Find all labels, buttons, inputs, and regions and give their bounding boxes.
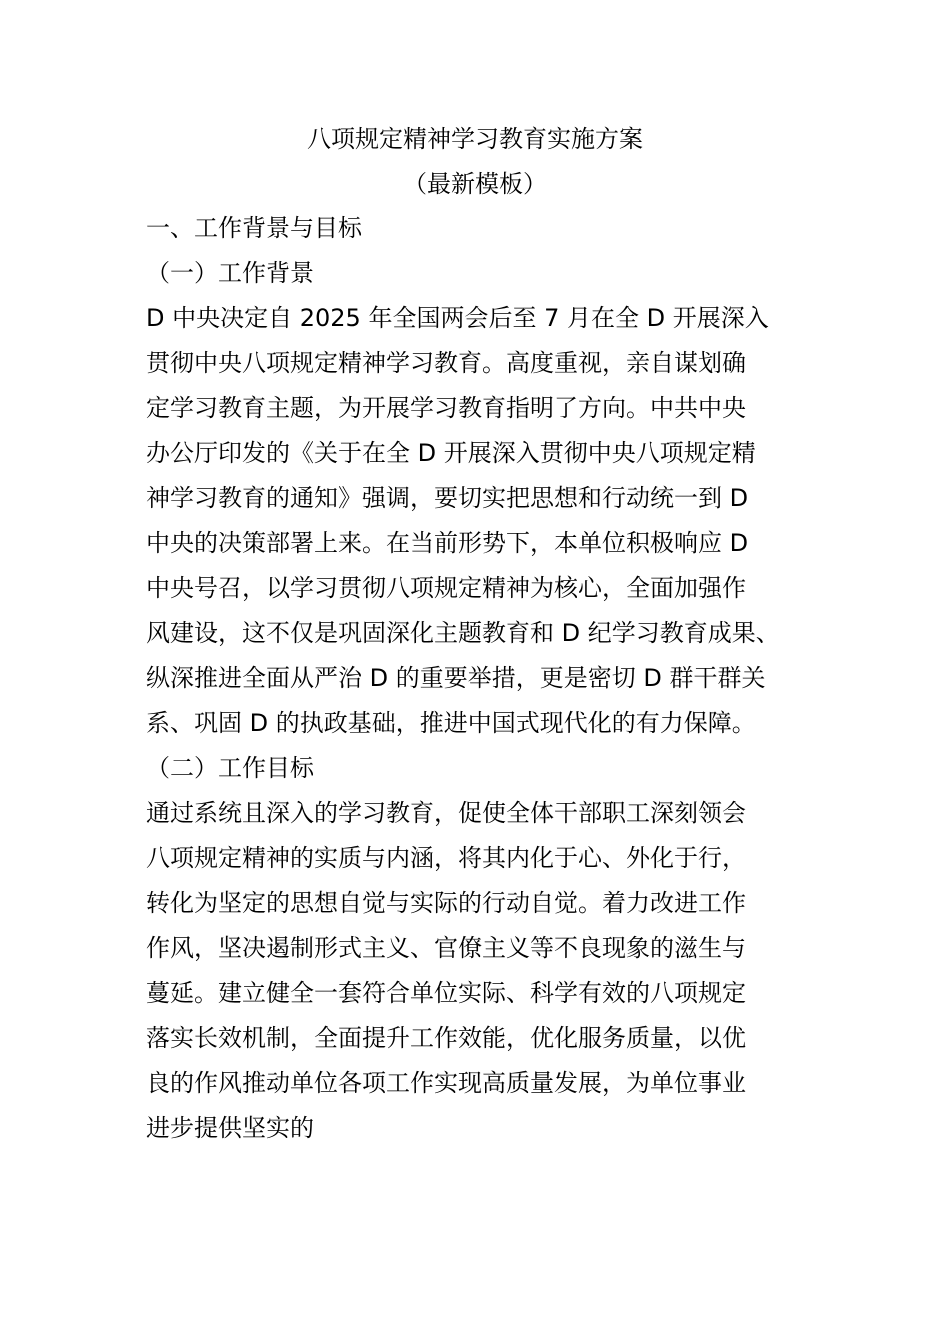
subsection-heading-goals: （二）工作目标 xyxy=(146,754,314,782)
paragraph-line: D 中央决定自 2025 年全国两会后至 7 月在全 D 开展深入 xyxy=(146,304,769,332)
paragraph-line: 风建设，这不仅是巩固深化主题教育和 D 纪学习教育成果、 xyxy=(146,619,780,647)
paragraph-line: 通过系统且深入的学习教育，促使全体干部职工深刻领会 xyxy=(146,799,746,827)
section-heading-background-and-goals: 一、工作背景与目标 xyxy=(146,214,362,242)
paragraph-line: 落实长效机制，全面提升工作效能，优化服务质量，以优 xyxy=(146,1024,746,1052)
paragraph-line: 良的作风推动单位各项工作实现高质量发展，为单位事业 xyxy=(146,1069,746,1097)
paragraph-line: 贯彻中央八项规定精神学习教育。高度重视，亲自谋划确 xyxy=(146,349,746,377)
subsection-heading-background: （一）工作背景 xyxy=(146,259,314,287)
paragraph-line: 纵深推进全面从严治 D 的重要举措，更是密切 D 群干群关 xyxy=(146,664,766,692)
paragraph-line: 作风，坚决遏制形式主义、官僚主义等不良现象的滋生与 xyxy=(146,934,746,962)
document-title: 八项规定精神学习教育实施方案 xyxy=(307,125,643,153)
paragraph-line: 蔓延。建立健全一套符合单位实际、科学有效的八项规定 xyxy=(146,979,746,1007)
paragraph-line: 神学习教育的通知》强调，要切实把思想和行动统一到 D xyxy=(146,484,749,512)
paragraph-line: 转化为坚定的思想自觉与实际的行动自觉。着力改进工作 xyxy=(146,889,746,917)
paragraph-line: 中央号召，以学习贯彻八项规定精神为核心，全面加强作 xyxy=(146,574,746,602)
document-subtitle: （最新模板） xyxy=(403,170,547,198)
paragraph-line: 定学习教育主题，为开展学习教育指明了方向。中共中央 xyxy=(146,394,746,422)
paragraph-line: 中央的决策部署上来。在当前形势下，本单位积极响应 D xyxy=(146,529,749,557)
paragraph-line: 八项规定精神的实质与内涵，将其内化于心、外化于行， xyxy=(146,844,746,872)
paragraph-line: 办公厅印发的《关于在全 D 开展深入贯彻中央八项规定精 xyxy=(146,439,756,467)
paragraph-line: 进步提供坚实的 xyxy=(146,1114,314,1142)
paragraph-line: 系、巩固 D 的执政基础，推进中国式现代化的有力保障。 xyxy=(146,709,756,737)
